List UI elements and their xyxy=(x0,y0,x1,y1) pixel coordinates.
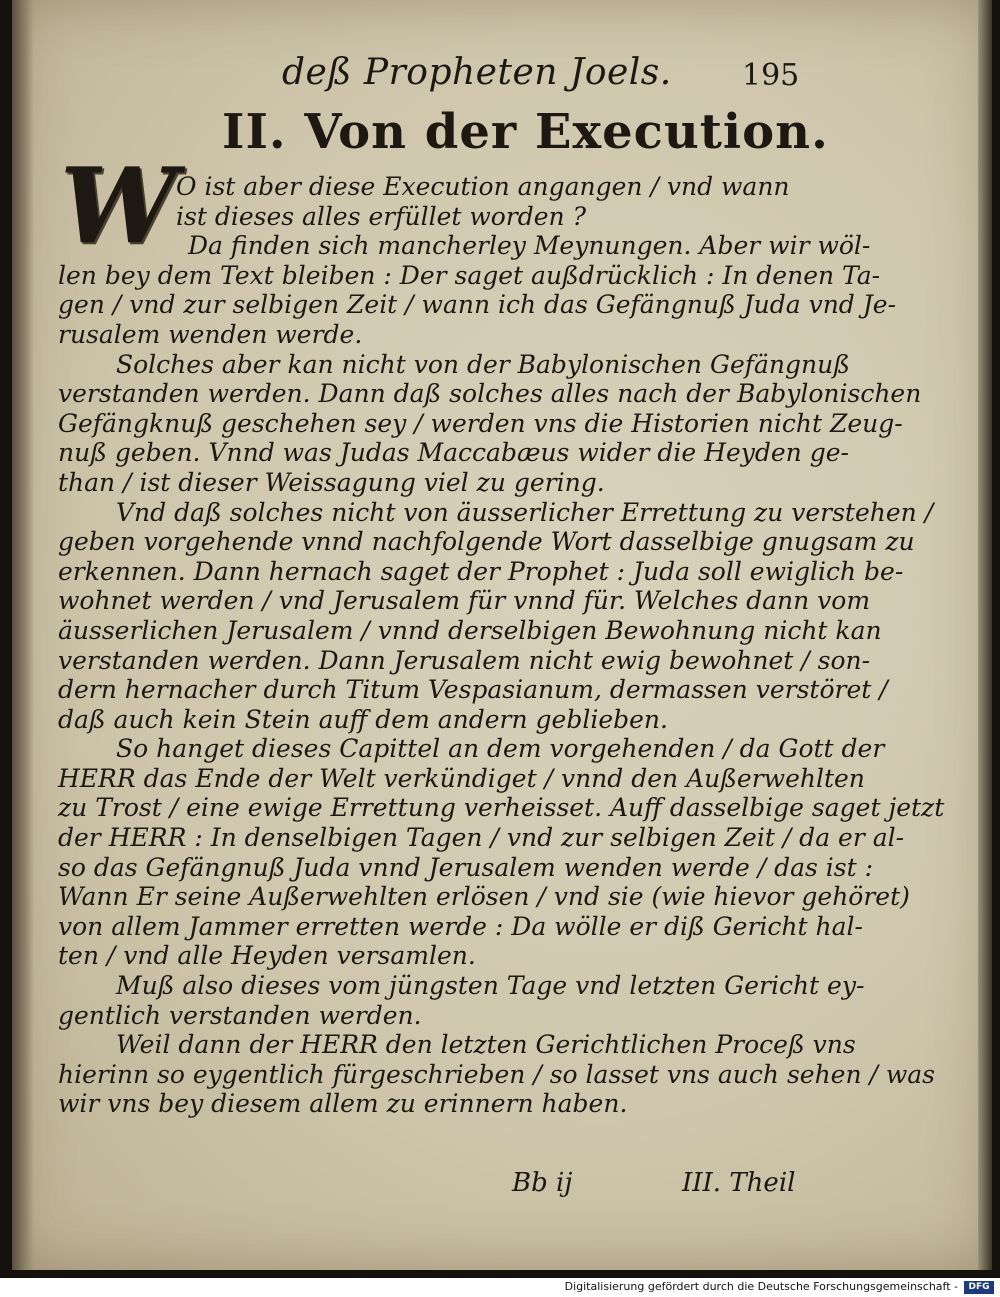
text-line: Vnd daß solches nicht von äusserlicher Errettung zu verstehen / xyxy=(116,497,934,527)
text-line: O ist aber diese Execution angangen / vnd wann xyxy=(176,172,790,201)
text-line: wohnet werden / vnd Jerusalem für vnnd für. Welches dann vom xyxy=(58,586,871,616)
text-line: So hanget dieses Capittel an dem vorgehenden / da Gott der xyxy=(116,734,885,764)
text-line: Solches aber kan nicht von der Babylonischen Gefängnuß xyxy=(116,349,850,379)
text-line: zu Trost / eine ewige Errettung verheisset. Auff dasselbige saget jetzt xyxy=(58,793,945,823)
text-line: Gefängknuß geschehen sey / werden vns die Historien nicht Zeug- xyxy=(58,408,903,438)
text-line: verstanden werden. Dann Jerusalem nicht ewig bewohnet / son- xyxy=(58,645,871,675)
catchword: III. Theil xyxy=(682,1168,796,1198)
text-line: gen / vnd zur selbigen Zeit / wann ich das Gefängnuß Juda vnd Je- xyxy=(58,290,897,320)
text-line: dern hernacher durch Titum Vespasianum, dermassen verstöret / xyxy=(58,675,888,705)
text-line: gentlich verstanden werden. xyxy=(58,1000,422,1030)
text-line: Muß also dieses vom jüngsten Tage vnd letzten Gericht ey- xyxy=(116,971,865,1001)
page-number: 195 xyxy=(742,58,800,93)
book-page xyxy=(12,0,992,1270)
text-line: than / ist dieser Weissagung viel zu gering. xyxy=(58,467,605,497)
text-line: nuß geben. Vnnd was Judas Maccabæus wider die Heyden ge- xyxy=(58,438,849,468)
text-line: Weil dann der HERR den letzten Gerichtlichen Proceß vns xyxy=(116,1030,856,1060)
text-line: HERR das Ende der Welt verkündiget / vnnd den Außerwehlten xyxy=(58,763,865,793)
text-line: rusalem wenden werde. xyxy=(58,319,363,349)
page-edge xyxy=(978,0,992,1270)
text-line: ist dieses alles erfüllet worden ? xyxy=(176,201,587,231)
page-gutter xyxy=(12,0,34,1270)
decorated-initial: W xyxy=(60,144,177,267)
text-line: der HERR : In denselbigen Tagen / vnd zur selbigen Zeit / da er al- xyxy=(58,823,905,853)
text-line: wir vns bey diesem allem zu erinnern haben. xyxy=(58,1089,628,1119)
text-line: äusserlichen Jerusalem / vnnd derselbigen Bewohnung nicht kan xyxy=(58,615,882,645)
text-line: daß auch kein Stein auff dem andern geblieben. xyxy=(58,704,668,734)
text-line: hierinn so eygentlich fürgeschrieben / so lasset vns auch sehen / was xyxy=(58,1059,936,1089)
text-line: ten / vnd alle Heyden versamlen. xyxy=(58,941,476,971)
text-line: Wann Er seine Außerwehlten erlösen / vnd sie (wie hievor gehöret) xyxy=(58,882,910,912)
text-line: erkennen. Dann hernach saget der Prophet : Juda soll ewiglich be- xyxy=(58,556,904,586)
text-line: Da finden sich mancherley Meynungen. Aber wir wöl- xyxy=(188,231,871,261)
body-text xyxy=(58,172,945,1119)
digitization-footer xyxy=(0,1278,1000,1297)
text-line: geben vorgehende vnnd nachfolgende Wort dasselbige gnugsam zu xyxy=(58,527,915,557)
running-head: deß Propheten Joels. xyxy=(282,52,672,93)
dfg-logo: DFG xyxy=(964,1281,994,1294)
text-line: len bey dem Text bleiben : Der saget außdrücklich : In denen Ta- xyxy=(58,260,881,290)
section-title: II. Von der Execution. xyxy=(222,104,829,160)
text-line: verstanden werden. Dann daß solches alles nach der Babylonischen xyxy=(58,379,922,409)
signature-mark: Bb ij xyxy=(512,1168,573,1198)
funding-credit: Digitalisierung gefördert durch die Deutsche Forschungsgemeinschaft - xyxy=(564,1280,958,1293)
text-line: so das Gefängnuß Juda vnnd Jerusalem wenden werde / das ist : xyxy=(58,852,874,882)
text-line: von allem Jammer erretten werde : Da wölle er diß Gericht hal- xyxy=(58,911,863,941)
